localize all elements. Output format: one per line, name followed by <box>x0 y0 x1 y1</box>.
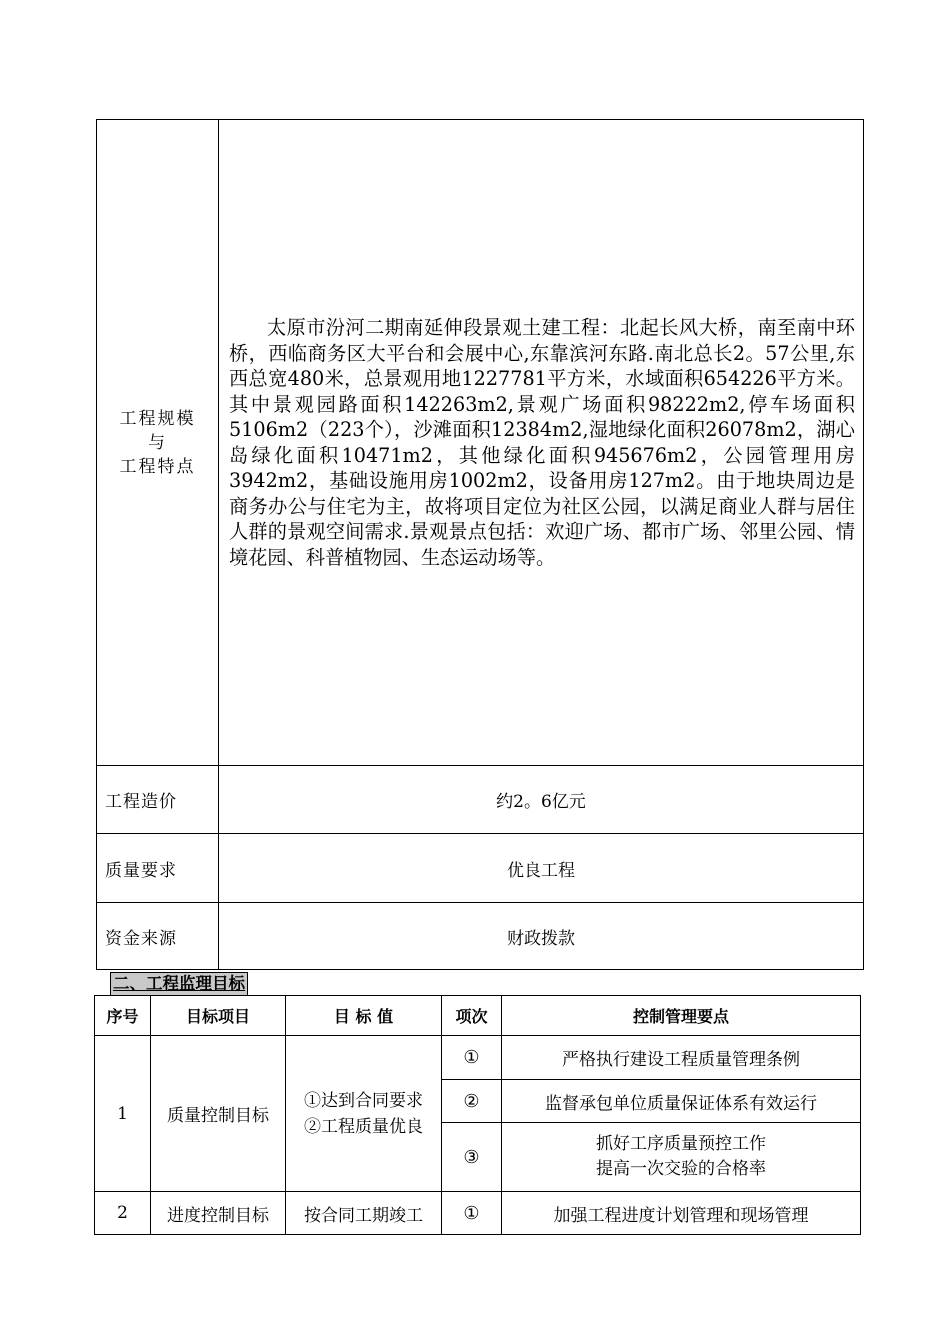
quality-label: 质量要求 <box>97 834 219 903</box>
row1-sub2-idx: ② <box>442 1080 502 1123</box>
project-description: 太原市汾河二期南延伸段景观土建工程：北起长风大桥，南至南中环桥，西临商务区大平台和会展中心,东靠滨河东路.南北总长2。57公里,东西总宽480米，总景观用地1227781平方米，水域面积654226平方米。其中景观园路面积142263m2,景观广场面积98222m2,停车场面积5106m2（223个），沙滩面积12384m2,湿地绿化面积26078m2，湖心岛绿化面积10471m2，其他绿化面积945676m2，公园管理用房3942m2，基础设施用房1002m2，设备用房127m2。由于地块周边是商务办公与住宅为主，故将项目定位为社区公园，以满足商业人群与居住人群的景观空间需求.景观景点包括：欢迎广场、都市广场、邻里公园、情境花园、科普植物园、生态运动场等。 <box>219 120 864 766</box>
cost-row <box>97 766 864 834</box>
table-row <box>95 1036 861 1080</box>
scale-label-line-2: 与 <box>148 432 167 453</box>
supervision-goal-table <box>94 995 861 1235</box>
section-title: 二、工程监理目标 <box>110 972 248 996</box>
header-item: 目标项目 <box>151 996 286 1036</box>
row1-sub3-point-line-1: 抓好工序质量预控工作 <box>596 1134 766 1154</box>
scale-label-cell <box>97 120 219 766</box>
goal-table-header <box>95 996 861 1036</box>
row1-sub3-point-line-2: 提高一次交验的合格率 <box>596 1159 766 1179</box>
funding-label: 资金来源 <box>97 903 219 970</box>
funding-value: 财政拨款 <box>219 903 864 970</box>
cost-value: 约2。6亿元 <box>219 766 864 834</box>
row1-no: 1 <box>95 1036 151 1192</box>
cost-label: 工程造价 <box>97 766 219 834</box>
table-row <box>95 1192 861 1235</box>
project-info-table <box>96 119 864 970</box>
row2-point: 加强工程进度计划管理和现场管理 <box>502 1192 861 1235</box>
scale-label-line-3: 工程特点 <box>119 456 196 477</box>
row1-sub1-point: 严格执行建设工程质量管理条例 <box>502 1036 861 1080</box>
quality-value: 优良工程 <box>219 834 864 903</box>
funding-row <box>97 903 864 970</box>
row1-value-line-1: ①达到合同要求 <box>304 1090 423 1111</box>
row1-sub2-point: 监督承包单位质量保证体系有效运行 <box>502 1080 861 1123</box>
row1-sub3-point <box>502 1123 861 1192</box>
header-value: 目 标 值 <box>286 996 442 1036</box>
row2-value: 按合同工期竣工 <box>286 1192 442 1235</box>
header-no: 序号 <box>95 996 151 1036</box>
row2-idx: ① <box>442 1192 502 1235</box>
quality-row <box>97 834 864 903</box>
row1-sub1-idx: ① <box>442 1036 502 1080</box>
scale-row <box>97 120 864 766</box>
header-idx: 项次 <box>442 996 502 1036</box>
row1-value-line-2: ②工程质量优良 <box>304 1116 423 1137</box>
row2-no: 2 <box>95 1192 151 1235</box>
header-points: 控制管理要点 <box>502 996 861 1036</box>
scale-label-line-1: 工程规模 <box>119 408 196 429</box>
row1-sub3-idx: ③ <box>442 1123 502 1192</box>
row1-item: 质量控制目标 <box>151 1036 286 1192</box>
row2-item: 进度控制目标 <box>151 1192 286 1235</box>
row1-value <box>286 1036 442 1192</box>
